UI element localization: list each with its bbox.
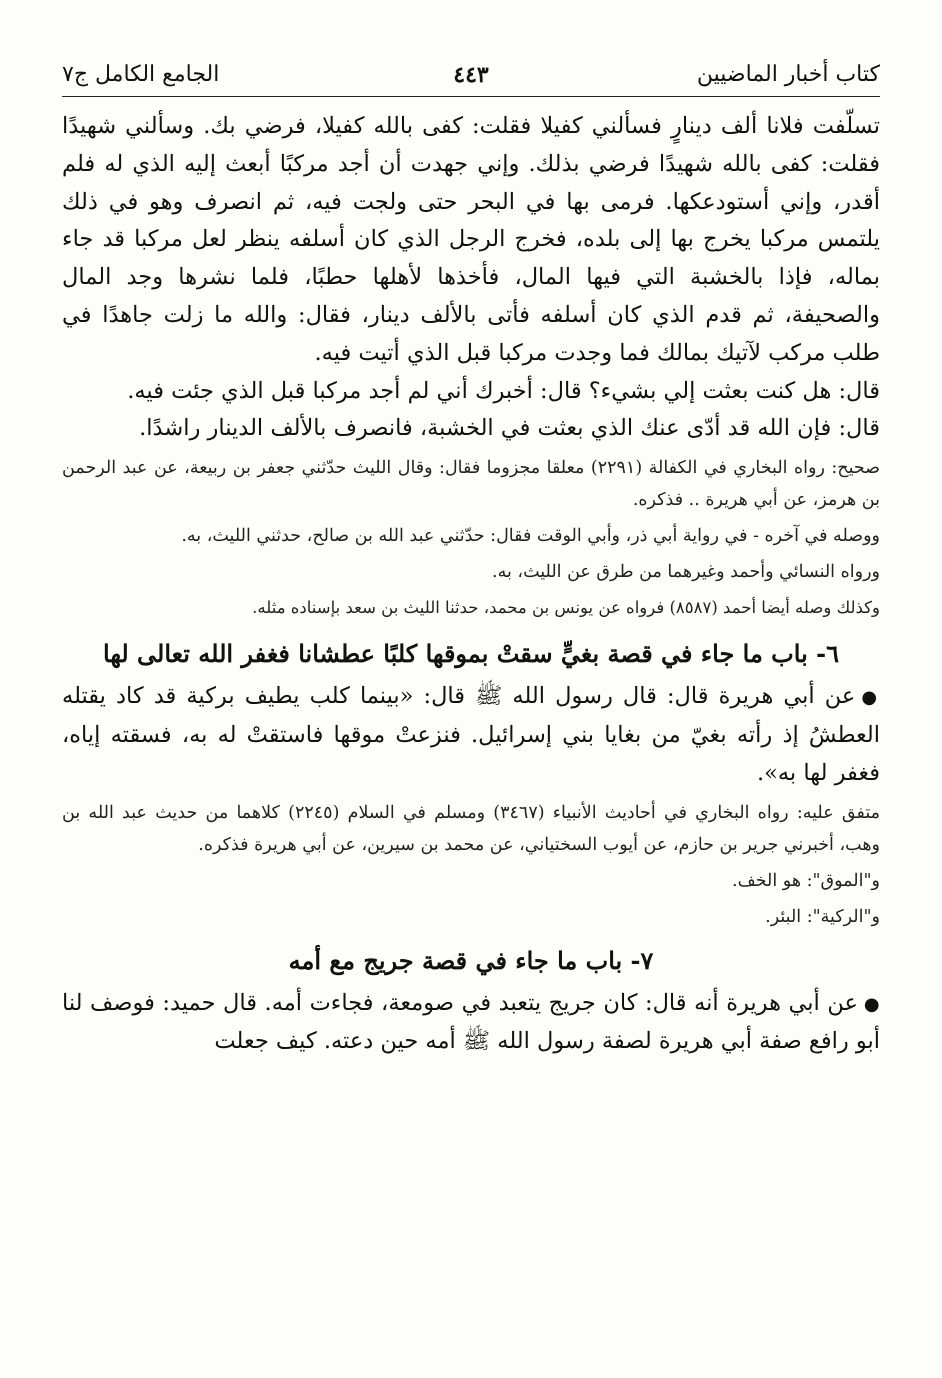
hadith-paragraph	[62, 985, 880, 1062]
page-header	[62, 52, 880, 97]
story-paragraph: قال: هل كنت بعثت إلي بشيء؟ قال: أخبرك أني لم أجد مركبا قبل الذي جئت فيه.	[127, 377, 880, 404]
story-paragraph: قال: فإن الله قد أدّى عنك الذي بعثت في الخشبة، فانصرف بالألف الدينار راشدًا.	[139, 415, 880, 442]
page-number: ٤٤٣	[453, 62, 489, 88]
chapter-heading-6: ٦- باب ما جاء في قصة بغيٍّ سقتْ بموقها كلبًا عطشانا فغفر الله تعالى لها	[103, 639, 839, 669]
bullet-icon: ●	[861, 687, 880, 709]
hadith-chain-note: وكذلك وصله أيضا أحمد (٨٥٨٧) فرواه عن يونس بن محمد، حدثنا الليث بن سعد بإسناده مثله.	[252, 598, 880, 618]
story-paragraph: تسلّفت فلانا ألف دينارٍ فسألني كفيلا فقلت: كفى بالله كفيلا، فرضي بك. وسألني شهيدًا فقلت: كفى بالله شهيدًا فرضي بذلك. وإني جهدت أن أجد مركبًا أبعث إليه الذي له فلم أقدر، وإني أستودعكها. فرمى بها في البحر حتى ولجت فيه، ثم انصرف وهو في ذلك يلتمس مركبا يخرج بها إلى بلده، فخرج الرجل الذي كان أسلفه ينظر لعل مركبا قد جاء بماله، فإذا بالخشبة التي فيها المال، فأخذها لأهلها حطبًا، فلما نشرها وجد المال والصحيفة، ثم قدم الذي كان أسلفه فأتى بالألف دينار، فقال: والله ما زلت جاهدًا في طلب مركب لآتيك بمالك فما وجدت مركبا قبل الذي أتيت فيه.	[62, 113, 880, 366]
hadith-paragraph	[62, 678, 880, 792]
chapter-heading-7: ٧- باب ما جاء في قصة جريج مع أمه	[288, 945, 654, 975]
word-definition: و"الموق": هو الخف.	[732, 870, 880, 891]
hadith-text: عن أبي هريرة أنه قال: كان جريج يتعبد في صومعة، فجاءت أمه. قال حميد: فوصف لنا أبو رافع صفة أبي هريرة لصفة رسول الله ﷺ أمه حين دعته. كيف جعلت	[62, 989, 880, 1055]
hadith-grading-note: صحيح: رواه البخاري في الكفالة (٢٢٩١) معلقا مجزوما فقال: وقال الليث حدّثني جعفر بن ربيعة، عن عبد الرحمن بن هرمز، عن أبي هريرة .. فذكره.	[62, 458, 880, 511]
hadith-chain-note: ورواه النسائي وأحمد وغيرهما من طرق عن الليث، به.	[492, 562, 880, 583]
hadith-text: عن أبي هريرة قال: قال رسول الله ﷺ قال: «بينما كلب يطيف بركية قد كاد يقتله العطشُ إذ رأته بغيّ من بغايا بني إسرائيل. فنزعتْ موقها فاستقتْ له به، فسقته إياه، فغفر لها به».	[62, 683, 880, 786]
bullet-icon: ●	[863, 993, 880, 1015]
word-definition: و"الركية": البئر.	[765, 906, 880, 927]
book-volume-title: الجامع الكامل ج٧	[62, 62, 220, 87]
book-section-title: كتاب أخبار الماضيين	[696, 62, 880, 87]
page-body	[62, 108, 880, 1061]
hadith-grading-note: متفق عليه: رواه البخاري في أحاديث الأنبياء (٣٤٦٧) ومسلم في السلام (٢٢٤٥) كلاهما من حديث عبد الله بن وهب، أخبرني جرير بن حازم، عن أيوب السختياني، عن محمد بن سيرين، عن أبي هريرة فذكره.	[62, 802, 880, 855]
hadith-chain-note: ووصله في آخره - في رواية أبي ذر، وأبي الوقت فقال: حدّثني عبد الله بن صالح، حدثني الليث، به.	[181, 526, 880, 547]
